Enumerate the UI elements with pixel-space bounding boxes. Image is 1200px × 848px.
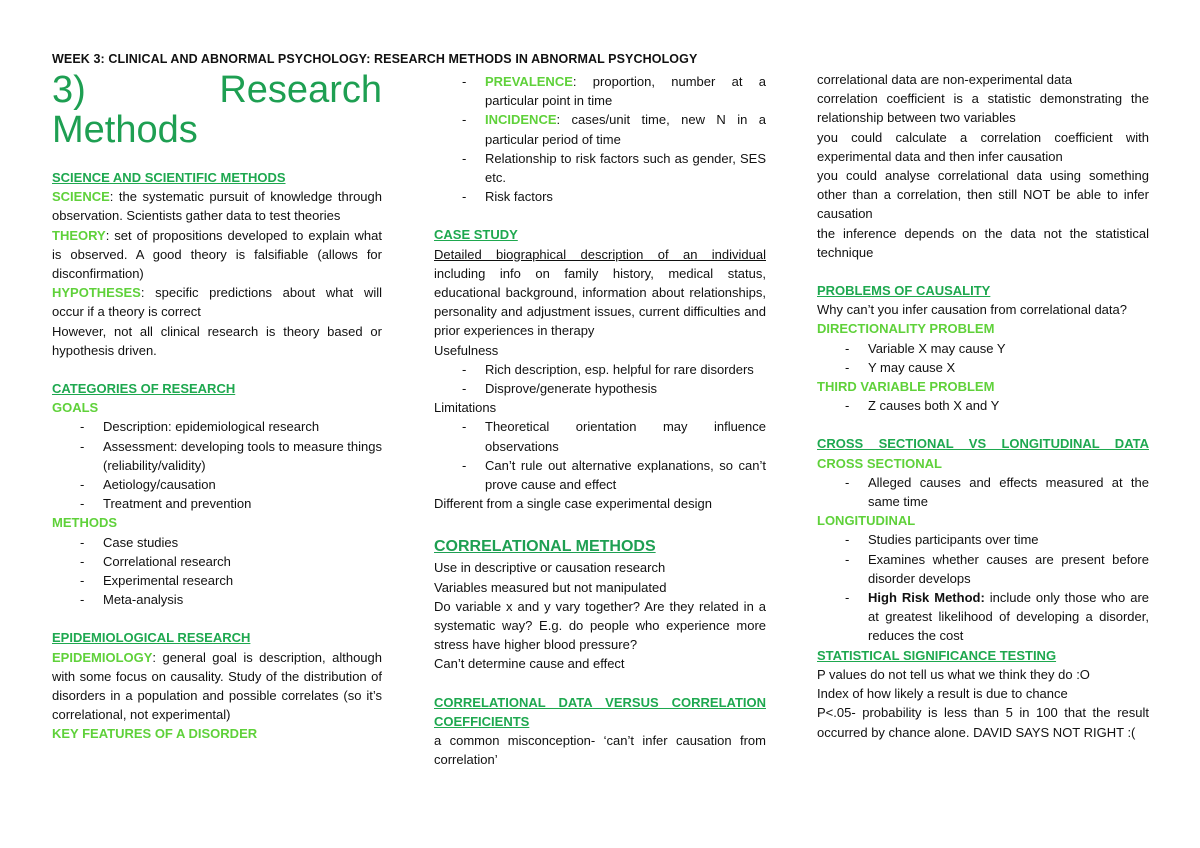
- risk-relationship-item: - Relationship to risk factors such as gender, SES etc.: [434, 149, 766, 187]
- science-definition: [52, 187, 382, 225]
- correlation-line: correlation coefficient is a statistic demonstrating the relationship between two variables: [817, 91, 1149, 126]
- heading-categories: CATEGORIES OF RESEARCH: [52, 381, 236, 397]
- high-risk-method-item: [817, 588, 1149, 646]
- list-item: - Examines whether causes are present before disorder develops: [817, 550, 1149, 588]
- however-text: However, not all clinical research is theory based or hypothesis driven.: [52, 323, 382, 358]
- heading-correlational-data-vs-coefficients: CORRELATIONAL DATA VERSUS CORRELATION COEFFICIENTS: [434, 694, 766, 729]
- case-study-underlined: Detailed biographical description of an individual: [434, 246, 766, 262]
- cross-sectional-label: CROSS SECTIONAL: [817, 455, 942, 471]
- heading-correlational-methods: CORRELATIONAL METHODS: [434, 538, 656, 556]
- correlational-line: Variables measured but not manipulated: [434, 579, 667, 595]
- directionality-label: DIRECTIONALITY PROBLEM: [817, 321, 995, 337]
- goals-label: GOALS: [52, 400, 99, 416]
- theory-text: : set of propositions developed to explain what is observed. A good theory is falsifiable (allows for disconfirmation): [52, 227, 382, 282]
- incidence-text: : cases/unit time, new N in a particular period of time: [485, 112, 766, 147]
- list-item: - Y may cause X: [817, 358, 1149, 377]
- term-hypotheses: HYPOTHESES: [52, 285, 141, 301]
- list-item: - Description: epidemiological research: [52, 417, 382, 436]
- column-2: [434, 72, 766, 770]
- term-science: SCIENCE: [52, 189, 110, 205]
- stat-line: P values do not tell us what we think they do :O: [817, 666, 1090, 682]
- methods-label: METHODS: [52, 515, 117, 531]
- title-number: 3): [52, 69, 86, 111]
- science-text: : the systematic pursuit of knowledge through observation. Scientists gather data to test theories: [52, 189, 382, 224]
- list-item: - Meta-analysis: [52, 590, 382, 609]
- correlation-line: you could analyse correlational data using something other than a correlation, then still NOT be able to infer causation: [817, 168, 1149, 222]
- high-risk-label: High Risk Method:: [868, 590, 985, 606]
- usefulness-label: Usefulness: [434, 342, 499, 358]
- correlational-line: Use in descriptive or causation research: [434, 560, 666, 576]
- incidence-item: [434, 110, 766, 148]
- list-item: - Treatment and prevention: [52, 494, 382, 513]
- heading-science-methods: SCIENCE AND SCIENTIFIC METHODS: [52, 170, 286, 185]
- page-header: WEEK 3: CLINICAL AND ABNORMAL PSYCHOLOGY: RESEARCH METHODS IN ABNORMAL PSYCHOLOGY: [52, 52, 698, 66]
- correlational-line: Can’t determine cause and effect: [434, 656, 625, 672]
- title-word-1: Research: [219, 69, 382, 111]
- longitudinal-label: LONGITUDINAL: [817, 513, 916, 529]
- list-item: - Rich description, esp. helpful for rare disorders: [434, 360, 766, 379]
- list-item: - Alleged causes and effects measured at the same time: [817, 473, 1149, 511]
- limitations-label: Limitations: [434, 400, 497, 416]
- list-item: - Studies participants over time: [817, 530, 1149, 549]
- key-features-label: KEY FEATURES OF A DISORDER: [52, 726, 258, 742]
- list-item: - Assessment: developing tools to measure things (reliability/validity): [52, 437, 382, 475]
- correlation-line: correlational data are non-experimental data: [817, 72, 1073, 87]
- case-study-definition: [434, 245, 766, 341]
- prevalence-item: [434, 72, 766, 110]
- correlational-line: Do variable x and y vary together? Are they related in a systematic way? E.g. do people who experience more stress have higher blood pressure?: [434, 598, 766, 653]
- stat-line: P<.05- probability is less than 5 in 100 that the result occurred by chance alone. DAVID SAYS NOT RIGHT :(: [817, 705, 1149, 740]
- column-3: [817, 70, 1149, 742]
- heading-statistical-significance: STATISTICAL SIGNIFICANCE TESTING: [817, 647, 1057, 663]
- list-item: - Disprove/generate hypothesis: [434, 379, 766, 398]
- term-theory: THEORY: [52, 227, 106, 243]
- heading-epidemiological: EPIDEMIOLOGICAL RESEARCH: [52, 630, 251, 646]
- heading-problems-of-causality: PROBLEMS OF CAUSALITY: [817, 283, 991, 299]
- epidemiology-definition: [52, 648, 382, 725]
- list-item: - Correlational research: [52, 552, 382, 571]
- list-item: - Variable X may cause Y: [817, 339, 1149, 358]
- high-risk-text: include only those who are at greatest likelihood of developing a disorder, reduces the cost: [868, 590, 1149, 644]
- theory-definition: [52, 226, 382, 284]
- problems-text: Why can’t you infer causation from correlational data?: [817, 302, 1127, 318]
- list-item: - Aetiology/causation: [52, 475, 382, 494]
- hypotheses-definition: [52, 283, 382, 321]
- section-title: [52, 70, 382, 150]
- correlation-line: you could calculate a correlation coefficient with experimental data and then infer causation: [817, 129, 1149, 164]
- hypotheses-text: : specific predictions about what will occur if a theory is correct: [52, 285, 382, 320]
- risk-factors-item: - Risk factors: [434, 187, 766, 206]
- third-variable-label: THIRD VARIABLE PROBLEM: [817, 379, 995, 395]
- list-item: - Experimental research: [52, 571, 382, 590]
- heading-cross-sectional-vs-longitudinal: CROSS SECTIONAL VS LONGITUDINAL DATA: [817, 436, 1149, 452]
- case-study-text: including info on family history, medical status, educational background, information about relationships, personality and adjustment issues, current difficulties and prior experiences in therapy: [434, 265, 766, 339]
- epidemiology-text: : general goal is description, although with some focus on causality. Study of the distribution of disorders in a population and possible correlates (so it’s correlational, not experimental): [52, 649, 382, 723]
- correlation-line: the inference depends on the data not the statistical technique: [817, 225, 1149, 260]
- list-item: - Can’t rule out alternative explanations, so can’t prove cause and effect: [434, 456, 766, 494]
- title-word-2: Methods: [52, 109, 198, 151]
- term-epidemiology: EPIDEMIOLOGY: [52, 649, 153, 665]
- list-item: - Z causes both X and Y: [817, 396, 1149, 415]
- heading-case-study: CASE STUDY: [434, 227, 518, 243]
- term-incidence: INCIDENCE: [485, 112, 557, 128]
- different-text: Different from a single case experimental design: [434, 496, 712, 512]
- term-prevalence: PREVALENCE: [485, 74, 573, 89]
- prevalence-text: : proportion, number at a particular point in time: [485, 74, 766, 109]
- list-item: - Theoretical orientation may influence observations: [434, 417, 766, 455]
- stat-line: Index of how likely a result is due to chance: [817, 686, 1068, 702]
- misconception-text: a common misconception- ‘can’t infer causation from correlation’: [434, 733, 766, 768]
- list-item: - Case studies: [52, 533, 382, 552]
- column-1: [52, 70, 382, 744]
